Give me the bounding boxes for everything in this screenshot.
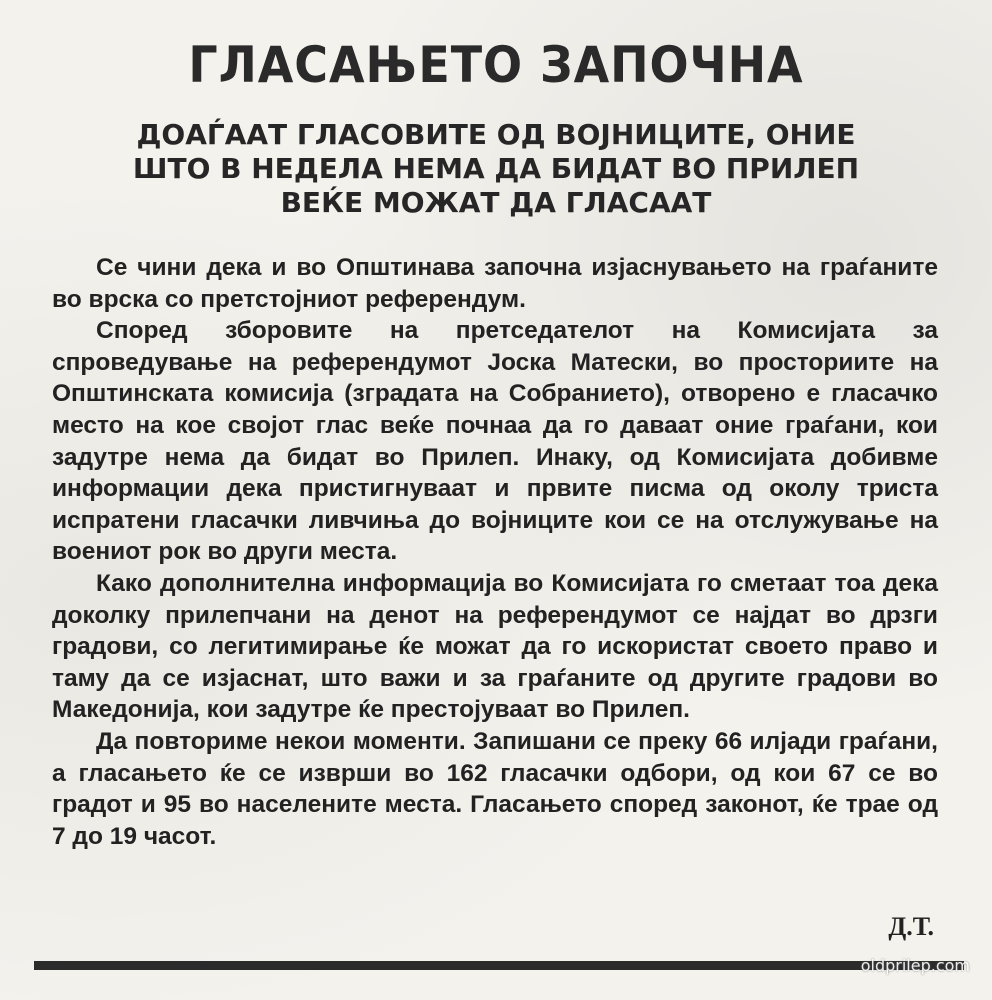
author-signature: Д.Т. (888, 912, 934, 941)
paragraph: Да повториме некои моменти. Запишани се преку 66 илјади граѓани, а гласањето ќе се изврши во 162 гласачки одбори, од кои 67 се во градот и 95 во населените места. Гласањето според законот, ќе трае од 7 до 19 часот. (52, 727, 938, 850)
subheadline-line: ШТО В НЕДЕЛА НЕМА ДА БИДАТ ВО ПРИЛЕП (132, 152, 860, 185)
subheadline-line: ВЕЌЕ МОЖАТ ДА ГЛАСААТ (280, 186, 712, 219)
bottom-rule (34, 961, 964, 970)
subheadline-line: ДОАЃААТ ГЛАСОВИТЕ ОД ВОЈНИЦИТЕ, ОНИЕ (136, 118, 856, 151)
paragraph: Според зборовите на претседателот на Комисијата за спроведување на референдумот Јоска Матески, во просториите на Општинската комисија (зградата на Собранието), отворено е гласачко место на кое својот глас веќе почнаа да го даваат оние граѓани, кои задутре нема да бидат во Прилеп. Инаку, од Комисијата добивме информации дека пристигнуваат и првите писма од околу триста испратени гласачки ливчиња до војниците кои се на отслужување на воениот рок во други места. (52, 317, 938, 566)
watermark: oldprilep.com (860, 956, 970, 975)
subheadline (80, 118, 912, 220)
headline: ГЛАСАЊЕТО ЗАПОЧНА (188, 36, 804, 94)
article-body (52, 252, 938, 852)
paragraph: Како дополнителна информација во Комисијата го сметаат тоа дека доколку прилепчани на денот на референдумот се најдат во дрзги градови, со легитимирање ќе можат да го искористат своето право и таму да се изјаснат, што важи и за граѓаните од другите градови во Македонија, кои задутре ќе престојуваат во Прилеп. (52, 569, 938, 724)
paragraph: Се чини дека и во Општинава започна изјаснувањето на граѓаните во врска со претстојниот референдум. (52, 254, 938, 313)
